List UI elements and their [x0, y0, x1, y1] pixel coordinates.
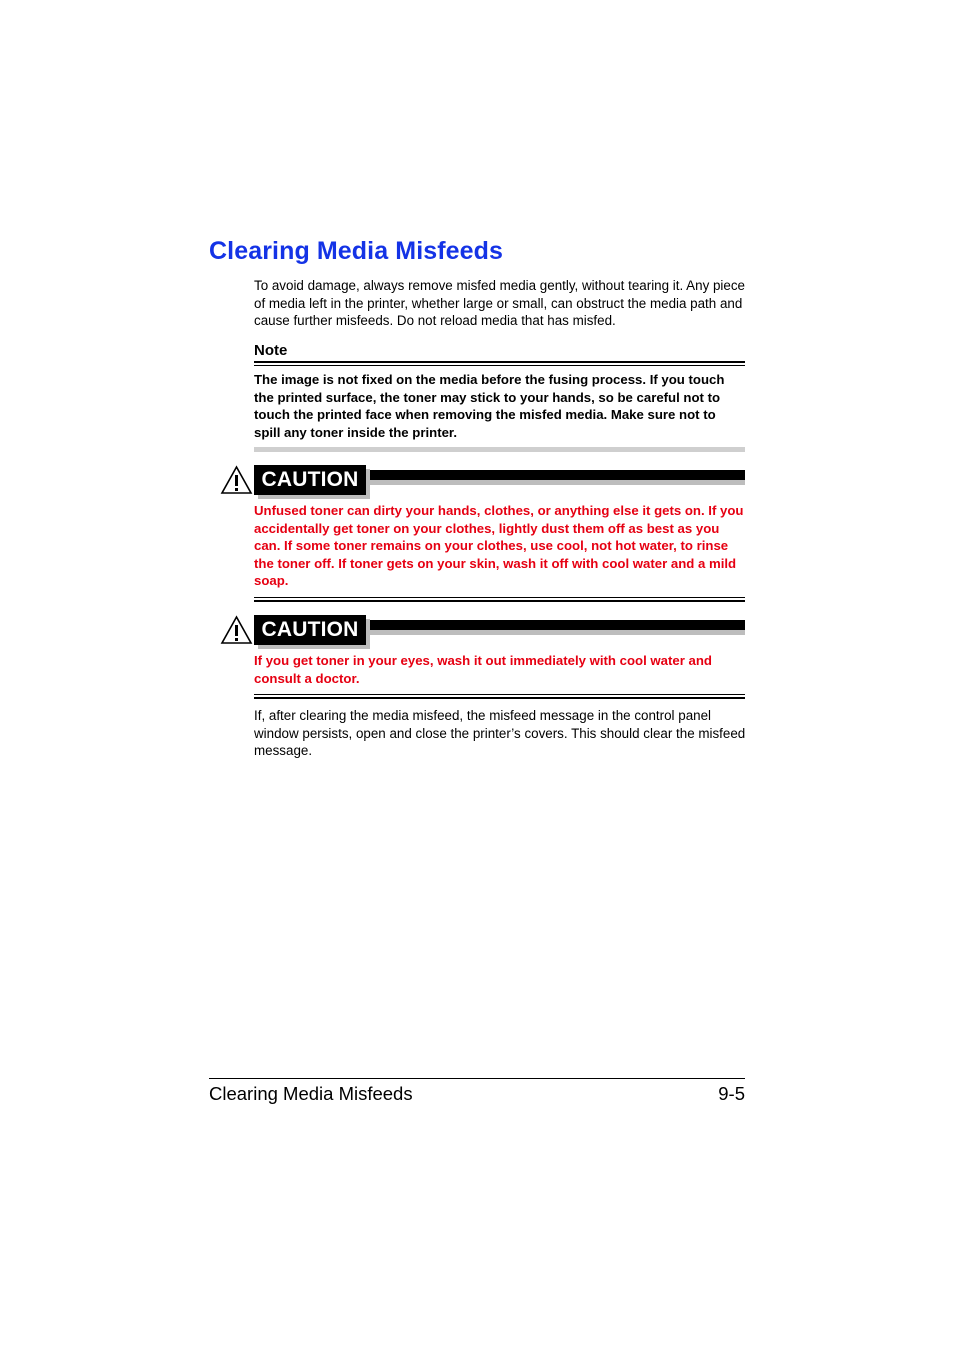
warning-triangle-icon — [220, 615, 253, 645]
footer-section-title: Clearing Media Misfeeds — [209, 1083, 413, 1104]
outro-paragraph: If, after clearing the media misfeed, the misfeed message in the control panel window persists, open and close the printer’s covers. This should clear the misfeed message. — [254, 708, 746, 759]
caution-block-1 — [220, 464, 745, 602]
note-bottom-rule — [254, 447, 745, 452]
caution-text: If you get toner in your eyes, wash it out immediately with cool water and consult a doctor. — [254, 653, 712, 686]
page-title: Clearing Media Misfeeds — [209, 237, 504, 265]
caution-label: CAUTION — [254, 465, 366, 495]
footer-rule — [209, 1078, 745, 1079]
caution-header — [220, 614, 745, 650]
note-heading: Note — [254, 342, 288, 359]
footer-page-number: 9-5 — [718, 1083, 745, 1104]
note-text: The image is not fixed on the media before the fusing process. If you touch the printed surface, the toner may stick to your hands, so be careful not to touch the printed face when removing the misfed media. Make sure not to spill any toner inside the printer. — [254, 372, 725, 440]
caution-block-2 — [220, 614, 745, 699]
caution-bottom-rule — [254, 694, 745, 699]
caution-label: CAUTION — [254, 615, 366, 645]
note-top-rule — [254, 361, 745, 366]
caution-text: Unfused toner can dirty your hands, clothes, or anything else it gets on. If you accidentally get toner on your clothes, lightly dust them off as best as you can. If some toner remains on your clothes, use cool, not hot water, to rinse the toner off. If toner gets on your skin, wash it off with cool water and a mild soap. — [254, 503, 744, 589]
warning-triangle-icon — [220, 465, 253, 495]
note-block — [254, 341, 745, 452]
caution-header — [220, 464, 745, 500]
caution-bottom-rule — [254, 597, 745, 602]
intro-paragraph: To avoid damage, always remove misfed media gently, without tearing it. Any piece of media left in the printer, whether large or small, can obstruct the media path and cause further misfeeds. Do not reload media that has misfed. — [254, 278, 745, 329]
